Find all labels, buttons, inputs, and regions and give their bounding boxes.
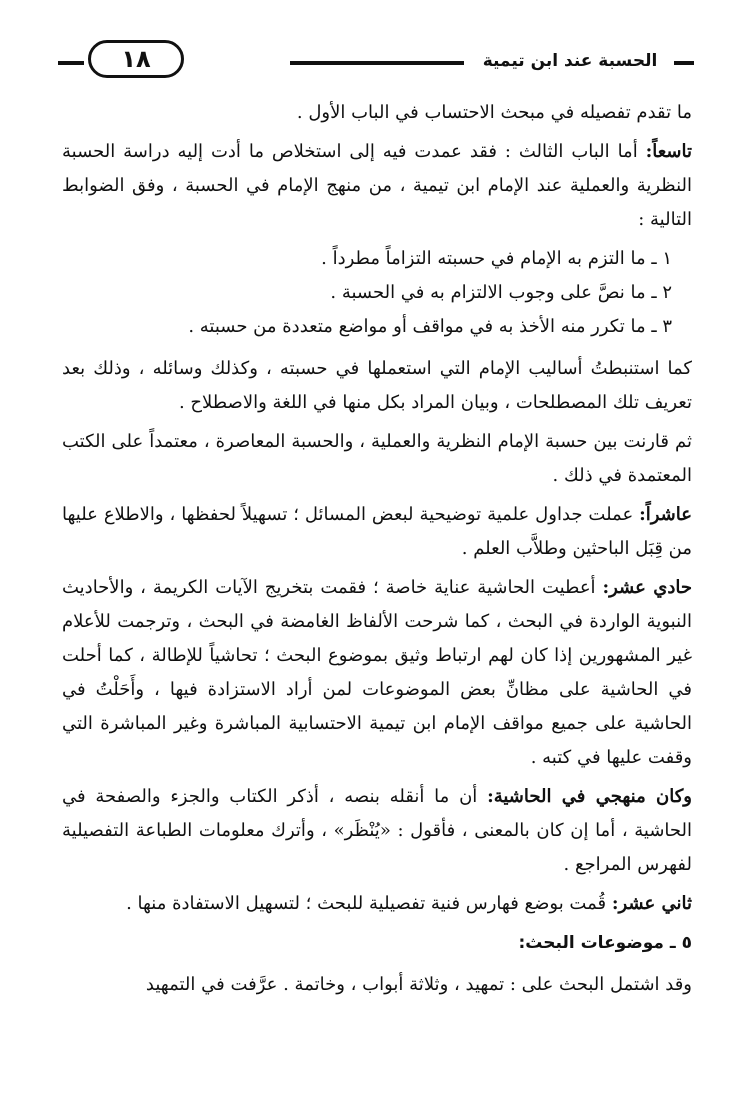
paragraph [62, 498, 692, 566]
paragraph-lead: ثاني عشر: [611, 893, 692, 914]
paragraph-text: ما تقدم تفصيله في مبحث الاحتساب في الباب الأول . [296, 102, 692, 123]
paragraph-lead: وكان منهجي في الحاشية: [487, 786, 692, 807]
paragraph [62, 425, 692, 493]
paragraph [62, 780, 692, 882]
page-body [62, 96, 692, 1007]
list-item: ٢ ـ ما نصَّ على وجوب الالتزام به في الحسبة . [330, 282, 672, 303]
page-number: ١٨ [88, 40, 184, 78]
running-title: الحسبة عند ابن تيمية [482, 51, 658, 71]
paragraph-text: ثم قارنت بين حسبة الإمام النظرية والعملية ، والحسبة المعاصرة ، معتمداً على الكتب المعتمدة في ذلك . [62, 431, 692, 486]
paragraph-lead: تاسعاً: [645, 141, 692, 162]
page-header [58, 40, 694, 80]
paragraph-lead: حادي عشر: [602, 577, 693, 598]
paragraph-text: أما الباب الثالث : فقد عمدت فيه إلى استخلاص ما أدت إليه دراسة الحسبة النظرية والعملية عند الإمام ابن تيمية ، من منهج الإمام في الحسبة ، وفق الضوابط التالية : [62, 141, 692, 230]
header-rule [674, 61, 694, 65]
paragraph-text: أن ما أنقله بنصه ، أذكر الكتاب والجزء والصفحة في الحاشية ، أما إن كان بالمعنى ، فأقول : «يُنْظَر» ، وأترك معلومات الطباعة التفصيلية لفهرس المراجع . [62, 786, 692, 875]
header-rule [290, 61, 464, 65]
list-item: ٣ ـ ما تكرر منه الأخذ به في مواقف أو مواضع متعددة من حسبته . [188, 316, 672, 337]
paragraph [62, 571, 692, 775]
paragraph [62, 887, 692, 921]
paragraph-lead: عاشراً: [639, 504, 692, 525]
paragraph [62, 135, 692, 237]
list-item: ١ ـ ما التزم به الإمام في حسبته التزاماً مطرداً . [321, 248, 672, 269]
paragraph-text: أعطيت الحاشية عناية خاصة ؛ فقمت بتخريج الآيات الكريمة ، والأحاديث النبوية الواردة في البحث ، كما شرحت الألفاظ الغامضة في البحث ، وترجمت للأعلام غير المشهورين إذا كان لهم ارتباط وثيق بموضوع البحث ؛ تحاشياً للإطالة ، كما أحلت في الحاشية على مظانِّ بعض الموضوعات لمن أراد الاستزادة فيها ، وأَحَلْتُ في الحاشية على جميع مواقف الإمام ابن تيمية الاحتسابية المباشرة وغير المباشرة التي وقفت عليها في كتبه . [62, 577, 692, 768]
paragraph [62, 96, 692, 130]
paragraph-text: كما استنبطتُ أساليب الإمام التي استعملها في حسبته ، وكذلك وسائله ، وذلك بعد تعريف تلك المصطلحات ، وبيان المراد بكل منها في اللغة والاصطلاح . [62, 358, 692, 413]
paragraph-text: قُمت بوضع فهارس فنية تفصيلية للبحث ؛ لتسهيل الاستفادة منها . [126, 893, 612, 914]
paragraph: وقد اشتمل البحث على : تمهيد ، وثلاثة أبواب ، وخاتمة . عرَّفت في التمهيد [145, 974, 692, 995]
paragraph-text: عملت جداول علمية توضيحية لبعض المسائل ؛ تسهيلاً لحفظها ، والاطلاع عليها من قِبَل الباحثين وطلاَّب العلم . [62, 504, 692, 559]
header-rule [58, 61, 84, 65]
section-title: ٥ ـ موضوعات البحث: [518, 933, 692, 953]
paragraph [62, 352, 692, 420]
